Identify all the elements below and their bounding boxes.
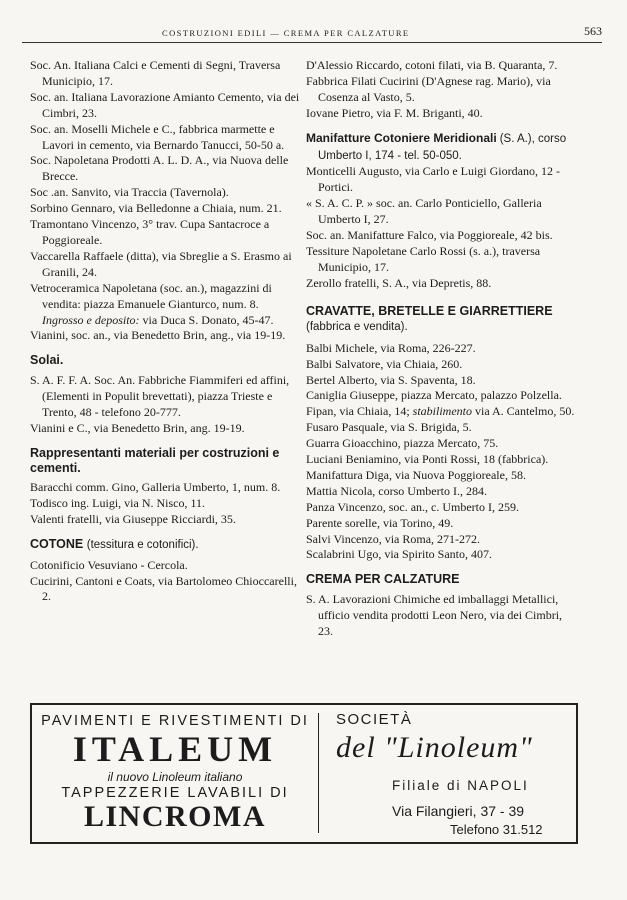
list-item: Zerollo fratelli, S. A., via Depretis, 88. bbox=[306, 275, 492, 290]
section-title-manifatture bbox=[306, 131, 578, 165]
list-item: Soc. Napoletana Prodotti A. L. D. A., via Nuova delle Brecce. bbox=[30, 153, 289, 184]
entry-italic: Ingrosso e deposito: bbox=[42, 312, 140, 327]
section-heading: CRAVATTE, BRETELLE E GIARRETTIERE bbox=[306, 303, 553, 318]
crema-entries bbox=[306, 592, 578, 640]
entry-text: via A. Cantelmo, 50. bbox=[475, 404, 575, 419]
list-item: Cotonificio Vesuviano - Cercola. bbox=[30, 557, 188, 572]
list-item: Sorbino Gennaro, via Belledonne a Chiaia, num. 21. bbox=[30, 201, 282, 216]
list-item: Vaccarella Raffaele (ditta), via Sbreglie a S. Erasmo ai Granili, 24. bbox=[30, 248, 292, 279]
list-item: Manifattura Diga, via Nuova Poggioreale, 58. bbox=[306, 467, 526, 482]
cotone-entries bbox=[30, 558, 302, 606]
list-item: Soc .an. Sanvito, via Traccia (Tavernola). bbox=[30, 185, 229, 200]
ad-right-panel bbox=[322, 705, 576, 842]
ad-divider bbox=[318, 713, 319, 833]
right-column bbox=[306, 58, 578, 640]
list-item bbox=[30, 281, 302, 329]
list-item: Vianini e C., via Benedetto Brin, ang. 19-19. bbox=[30, 421, 245, 436]
ad-subheadline: TAPPEZZERIE LAVABILI DI bbox=[61, 785, 289, 801]
left-entries-b bbox=[30, 328, 302, 344]
running-title: COSTRUZIONI EDILI — CREMA PER CALZATURE bbox=[162, 28, 410, 38]
ad-brand-lincroma: LINCROMA bbox=[84, 800, 266, 833]
ad-branch: Filiale di NAPOLI bbox=[392, 778, 529, 793]
list-item: Soc. An. Italiana Calci e Cementi di Segni, Traversa Municipio, 17. bbox=[30, 58, 281, 88]
list-item bbox=[306, 404, 578, 420]
list-item: Panza Vincenzo, soc. an., c. Umberto I, 259. bbox=[306, 499, 519, 514]
list-item: Guarra Gioacchino, piazza Mercato, 75. bbox=[306, 436, 499, 451]
list-item: Parente sorelle, via Torino, 49. bbox=[306, 515, 454, 530]
list-item: Fabbrica Filati Cucirini (D'Agnese rag. Mario), via Cosenza al Vasto, 5. bbox=[306, 73, 551, 104]
entry-text: Fipan, via Chiaia, 14; bbox=[306, 404, 410, 419]
section-subtitle: (fabbrica e vendita). bbox=[306, 320, 408, 333]
list-item: Valenti fratelli, via Giuseppe Ricciardi, 35. bbox=[30, 511, 236, 526]
list-item: Caniglia Giuseppe, piazza Mercato, palazzo Polzella. bbox=[306, 388, 562, 403]
list-item: S. A. F. F. A. Soc. An. Fabbriche Fiammiferi ed affini, (Elementi in Populit brevettati), piazza Trieste e Trento, 48 - telefono 20-777. bbox=[30, 373, 290, 420]
ad-company-name: del "Linoleum" bbox=[336, 731, 533, 764]
list-item: Tessiture Napoletane Carlo Rossi (s. a.), traversa Municipio, 17. bbox=[306, 243, 541, 274]
ad-headline: PAVIMENTI E RIVESTIMENTI DI bbox=[41, 713, 309, 729]
list-item: Monticelli Augusto, via Carlo e Luigi Giordano, 12 - Portici. bbox=[306, 164, 560, 195]
cravatte-entries-b bbox=[306, 420, 578, 563]
list-item: Scalabrini Ugo, via Spirito Santo, 407. bbox=[306, 547, 492, 562]
header-rule bbox=[22, 42, 602, 43]
manifatture-entries bbox=[306, 164, 578, 291]
section-title-crema: CREMA PER CALZATURE bbox=[306, 572, 460, 587]
right-entries-a bbox=[306, 58, 578, 122]
ad-tagline: il nuovo Linoleum italiano bbox=[107, 770, 243, 784]
entry-italic: stabilimento bbox=[412, 404, 472, 419]
list-item: D'Alessio Riccardo, cotoni filati, via B. Quaranta, 7. bbox=[306, 58, 558, 72]
list-item: Tramontano Vincenzo, 3° trav. Cupa Santacroce a Poggioreale. bbox=[30, 217, 270, 247]
list-item: Vianini, soc. an., via Benedetto Brin, ang., via 19-19. bbox=[30, 328, 286, 343]
advertisement-box bbox=[30, 703, 578, 844]
list-item: Soc. an. Moselli Michele e C., fabbrica marmette e Lavori in cemento, via Bernardo Tanucci, 50-50 a. bbox=[30, 121, 285, 152]
cravatte-entries-a bbox=[306, 341, 578, 405]
ad-telephone: Telefono 31.512 bbox=[450, 822, 543, 837]
section-title-rappresentanti: Rappresentanti materiali per costruzioni e cementi. bbox=[30, 445, 280, 475]
section-subtitle: (tessitura e cotonifici). bbox=[86, 538, 199, 551]
list-item: Iovane Pietro, via F. M. Briganti, 40. bbox=[306, 105, 483, 120]
entry-text: via Duca S. Donato, 45-47. bbox=[142, 312, 274, 327]
entry-text: Vetroceramica Napoletana (soc. an.), magazzini di vendita: piazza Emanuele Gianturco, num. 8. bbox=[30, 280, 272, 311]
section-title-cravatte bbox=[306, 304, 578, 335]
list-item: Baracchi comm. Gino, Galleria Umberto, 1, num. 8. bbox=[30, 479, 281, 494]
section-title-cotone bbox=[30, 537, 302, 553]
list-item: Soc. an. Italiana Lavorazione Amianto Cemento, via dei Cimbri, 23. bbox=[30, 89, 300, 120]
section-heading: COTONE bbox=[30, 536, 84, 551]
list-item: Fusaro Pasquale, via S. Brigida, 5. bbox=[306, 420, 472, 435]
solai-entries bbox=[30, 373, 302, 437]
ad-brand-italeum: ITALEUM bbox=[72, 729, 278, 769]
left-column bbox=[30, 58, 302, 605]
rappresentanti-entries bbox=[30, 480, 302, 528]
section-heading: Manifatture Cotoniere Meridionali bbox=[306, 130, 497, 145]
ad-societa: SOCIETÀ bbox=[336, 711, 413, 728]
list-item: Todisco ing. Luigi, via N. Nisco, 11. bbox=[30, 495, 206, 510]
page-number: 563 bbox=[584, 24, 602, 38]
list-item: Luciani Beniamino, via Ponti Rossi, 18 (fabbrica). bbox=[306, 452, 549, 467]
section-tail: (S. A.), corso Umberto I, 174 - tel. 50-050. bbox=[318, 132, 567, 162]
running-header bbox=[22, 18, 602, 40]
list-item: Bertel Alberto, via S. Spaventa, 18. bbox=[306, 372, 476, 387]
list-item: S. A. Lavorazioni Chimiche ed imballaggi Metallici, ufficio vendita prodotti Leon Nero, via dei Cimbri, 23. bbox=[306, 592, 563, 639]
ad-address: Via Filangieri, 37 - 39 bbox=[392, 803, 525, 819]
list-item: Cucirini, Cantoni e Coats, via Bartolomeo Chioccarelli, 2. bbox=[30, 573, 297, 604]
list-item: Salvi Vincenzo, via Roma, 271-272. bbox=[306, 531, 481, 546]
list-item: Balbi Salvatore, via Chiaia, 260. bbox=[306, 356, 463, 371]
list-item: Soc. an. Manifatture Falco, via Poggioreale, 42 bis. bbox=[306, 228, 553, 243]
list-item: Balbi Michele, via Roma, 226-227. bbox=[306, 340, 476, 355]
left-entries-a bbox=[30, 58, 302, 281]
section-title-solai: Solai. bbox=[30, 353, 64, 368]
ad-left-panel bbox=[32, 705, 318, 842]
list-item: « S. A. C. P. » soc. an. Carlo Ponticiello, Galleria Umberto I, 27. bbox=[306, 196, 542, 227]
list-item: Mattia Nicola, corso Umberto I., 284. bbox=[306, 483, 487, 498]
